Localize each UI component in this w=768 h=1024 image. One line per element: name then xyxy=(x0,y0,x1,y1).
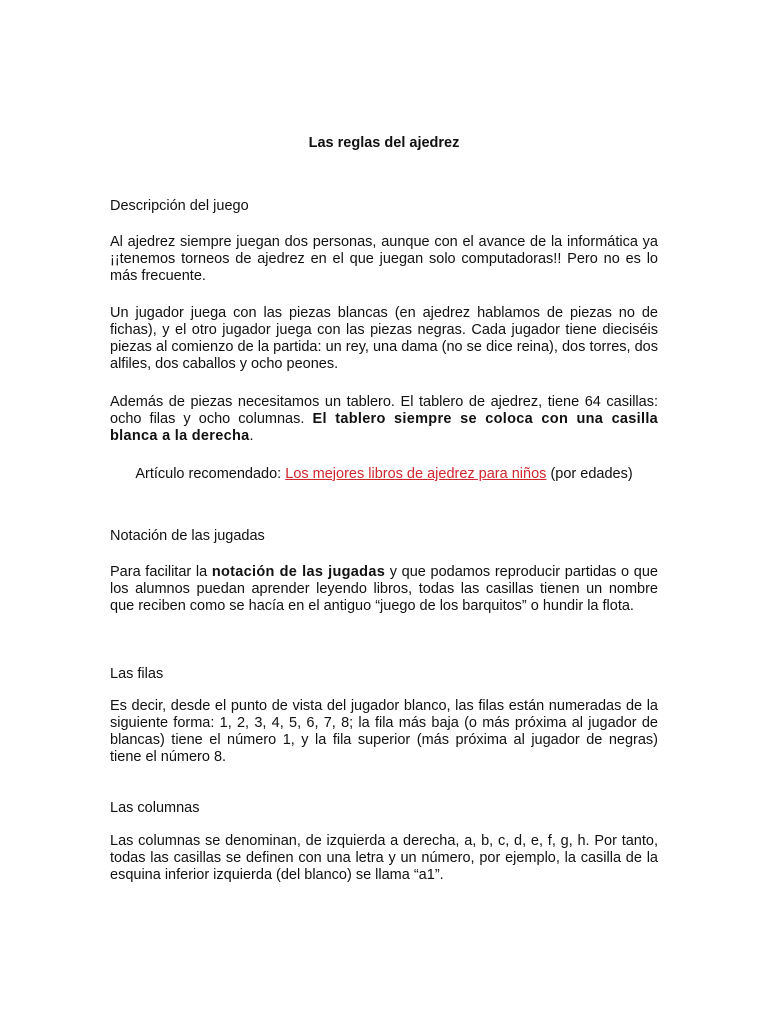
document-title: Las reglas del ajedrez xyxy=(308,135,460,151)
tablero-text: Además de piezas necesitamos un tablero. El tablero de ajedrez, tiene 64 casillas: ocho filas y ocho columnas. xyxy=(110,394,658,427)
paragraph-columnas: Las columnas se denominan, de izquierda a derecha, a, b, c, d, e, f, g, h. Por tanto, todas las casillas se definen con una letra y un número, por ejemplo, la casilla de la esquina inferior izquierda (del blanco) se llama “a1”. xyxy=(110,833,658,883)
notacion-bold-text: notación de las jugadas xyxy=(211,564,386,580)
recommended-prefix: Artículo recomendado: xyxy=(135,466,282,482)
paragraph-notacion xyxy=(110,564,658,615)
paragraph-tablero xyxy=(110,394,658,445)
heading-notacion: Notación de las jugadas xyxy=(110,528,265,544)
heading-descripcion: Descripción del juego xyxy=(110,198,249,214)
recommended-article xyxy=(0,466,768,483)
tablero-end: . xyxy=(249,428,254,444)
paragraph-filas: Es decir, desde el punto de vista del jugador blanco, las filas están numeradas de la siguiente forma: 1, 2, 3, 4, 5, 6, 7, 8; la fila más baja (o más próxima al jugador de blancas) tiene el número 1, y la fila superior (más próxima al jugador de negras) tiene el número 8. xyxy=(110,698,658,765)
notacion-start: Para facilitar la xyxy=(110,564,208,580)
tablero-bold-text: El tablero siempre se coloca con una casilla blanca a la derecha xyxy=(110,411,659,444)
paragraph-descripcion-2: Un jugador juega con las piezas blancas (en ajedrez hablamos de piezas no de fichas), y el otro jugador juega con las piezas negras. Cada jugador tiene dieciséis piezas al comienzo de la partida: un rey, una dama (no se dice reina), dos torres, dos alfiles, dos caballos y ocho peones. xyxy=(110,305,658,372)
heading-filas: Las filas xyxy=(110,666,164,682)
heading-columnas: Las columnas xyxy=(110,800,200,816)
paragraph-descripcion-1: Al ajedrez siempre juegan dos personas, aunque con el avance de la informática ya ¡¡tenemos torneos de ajedrez en el que juegan solo computadoras!! Pero no es lo más frecuente. xyxy=(110,234,658,284)
recommended-link[interactable]: Los mejores libros de ajedrez para niños xyxy=(285,466,547,482)
notacion-rest: y que podamos reproducir partidas o que los alumnos puedan aprender leyendo libros, todas las casillas tienen un nombre que reciben como se hacía en el antiguo “juego de los barquitos” o hundir la flota. xyxy=(110,564,658,614)
recommended-suffix: (por edades) xyxy=(550,466,633,482)
